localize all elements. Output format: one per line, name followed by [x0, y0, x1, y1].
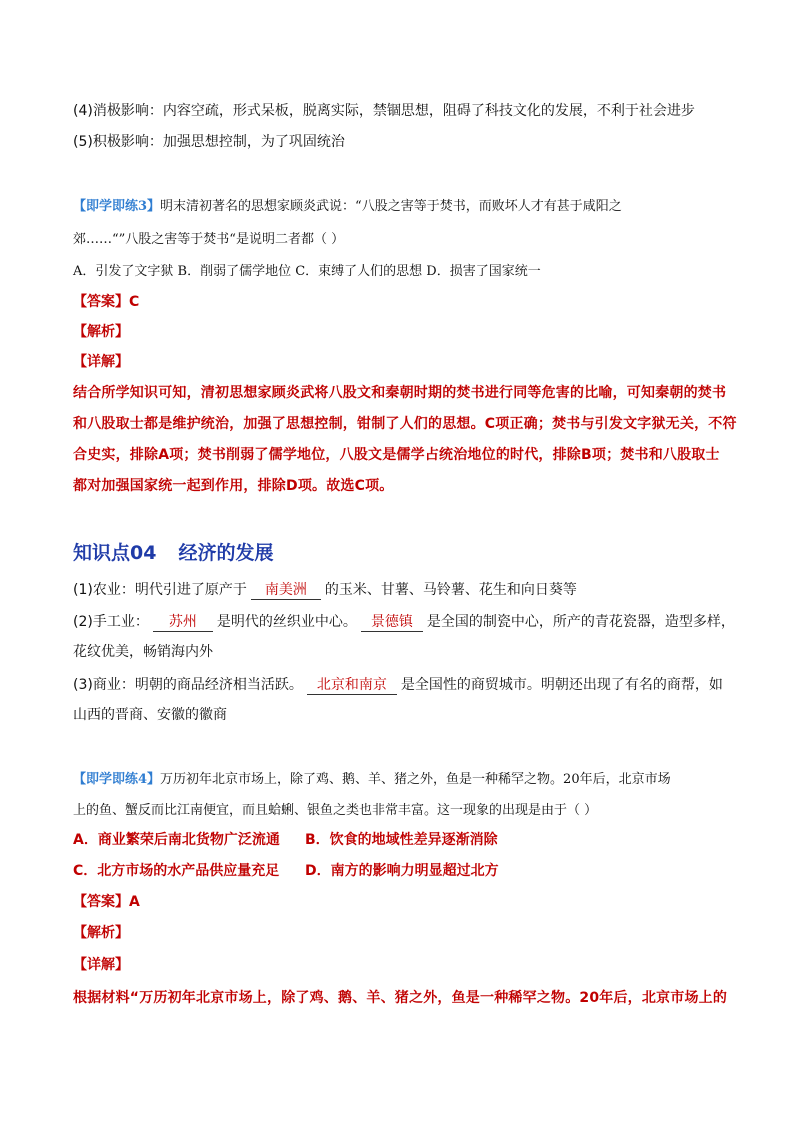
blank-south-america: 南美洲	[251, 579, 321, 600]
answer-label: 【答案】	[73, 294, 129, 310]
option-b: B．饮食的地域性差异逐渐消除	[305, 832, 498, 848]
paragraph-negative-impact: (4)消极影响：内容空疏，形式呆板，脱离实际，禁锢思想，阻碍了科技文化的发展，不利于社会进步	[73, 103, 695, 119]
handicraft-mid: 是明代的丝织业中心。	[216, 614, 357, 630]
commerce-post: 是全国性的商贸城市。明朝还出现了有名的商帮，如	[400, 677, 723, 693]
section-title: 经济的发展	[178, 542, 274, 564]
option-a: A．商业繁荣后南北货物广泛流通	[73, 832, 280, 848]
exercise4-analysis-label: 【解析】	[73, 925, 129, 941]
exercise3-detail-line4: 都对加强国家统一起到作用，排除D项。故选C项。	[73, 478, 394, 494]
exercise3-answer	[73, 291, 733, 311]
blank-beijing-nanjing: 北京和南京	[307, 674, 397, 695]
exercise3-analysis-label: 【解析】	[73, 324, 129, 340]
agriculture-post: 的玉米、甘薯、马铃薯、花生和向日葵等	[324, 582, 577, 598]
exercise4-detail-line1: 根据材料“万历初年北京市场上，除了鸡、鹅、羊、猪之外，鱼是一种稀罕之物。20年后，北京市场上的	[73, 990, 728, 1006]
exercise4-stem-text1: 万历初年北京市场上，除了鸡、鹅、羊、猪之外，鱼是一种稀罕之物。20年后，北京市场	[160, 772, 671, 787]
paragraph-agriculture	[73, 579, 733, 600]
blank-suzhou: 苏州	[153, 611, 213, 632]
answer-value: C	[129, 294, 140, 310]
paragraph-commerce	[73, 674, 733, 695]
paragraph-commerce-line2: 山西的晋商、安徽的徽商	[73, 707, 227, 723]
answer-value: A	[129, 894, 140, 910]
option-d: D．南方的影响力明显超过北方	[305, 863, 499, 879]
handicraft-pre: (2)手工业：	[73, 614, 149, 630]
option-c: C．北方市场的水产品供应量充足	[73, 863, 280, 879]
exercise4-options-ab	[73, 829, 733, 849]
exercise3-detail-line2: 和八股取士都是维护统治，加强了思想控制，钳制了人们的思想。C项正确；焚书与引发文字狱无关，不符	[73, 416, 737, 432]
exercise3-tag: 【即学即练3】	[73, 199, 161, 214]
commerce-pre: (3)商业：明朝的商品经济相当活跃。	[73, 677, 303, 693]
exercise4-answer	[73, 891, 733, 911]
exercise4-stem-line2: 上的鱼、蟹反而比江南便宜，而且蛤蜊、银鱼之类也非常丰富。这一现象的出现是由于（ ）	[73, 803, 598, 818]
exercise4-tag: 【即学即练4】	[73, 772, 161, 787]
exercise3-detail-label: 【详解】	[73, 354, 129, 370]
blank-jingdezhen: 景德镇	[361, 611, 423, 632]
exercise3-stem-line1	[73, 195, 733, 214]
section-number: 知识点04	[73, 542, 157, 564]
exercise4-detail-label: 【详解】	[73, 957, 129, 973]
exercise3-options: A．引发了文字狱 B．削弱了儒学地位 C．束缚了人们的思想 D．损害了国家统一	[73, 264, 541, 279]
exercise3-stem-line2: 郊……“”八股之害等于焚书“是说明二者都（ ）	[73, 232, 345, 247]
paragraph-handicraft-line2: 花纹优美，畅销海内外	[73, 644, 213, 660]
exercise4-options-cd	[73, 860, 733, 880]
exercise4-stem-line1	[73, 768, 733, 787]
paragraph-positive-impact: (5)积极影响：加强思想控制，为了巩固统治	[73, 134, 345, 150]
handicraft-post: 是全国的制瓷中心，所产的青花瓷器，造型多样，	[426, 614, 735, 630]
exercise3-detail-line3: 合史实，排除A项；焚书削弱了儒学地位，八股文是儒学占统治地位的时代，排除B项；焚书和八股取士	[73, 447, 720, 463]
agriculture-pre: (1)农业：明代引进了原产于	[73, 582, 247, 598]
exercise3-detail-line1: 结合所学知识可知，清初思想家顾炎武将八股文和秦朝时期的焚书进行同等危害的比喻，可知秦朝的焚书	[73, 385, 727, 401]
paragraph-handicraft	[73, 611, 733, 632]
answer-label: 【答案】	[73, 894, 129, 910]
exercise3-stem-text1: 明末清初著名的思想家顾炎武说：“八股之害等于焚书，而败坏人才有甚于咸阳之	[160, 199, 622, 214]
section-heading	[73, 538, 273, 565]
